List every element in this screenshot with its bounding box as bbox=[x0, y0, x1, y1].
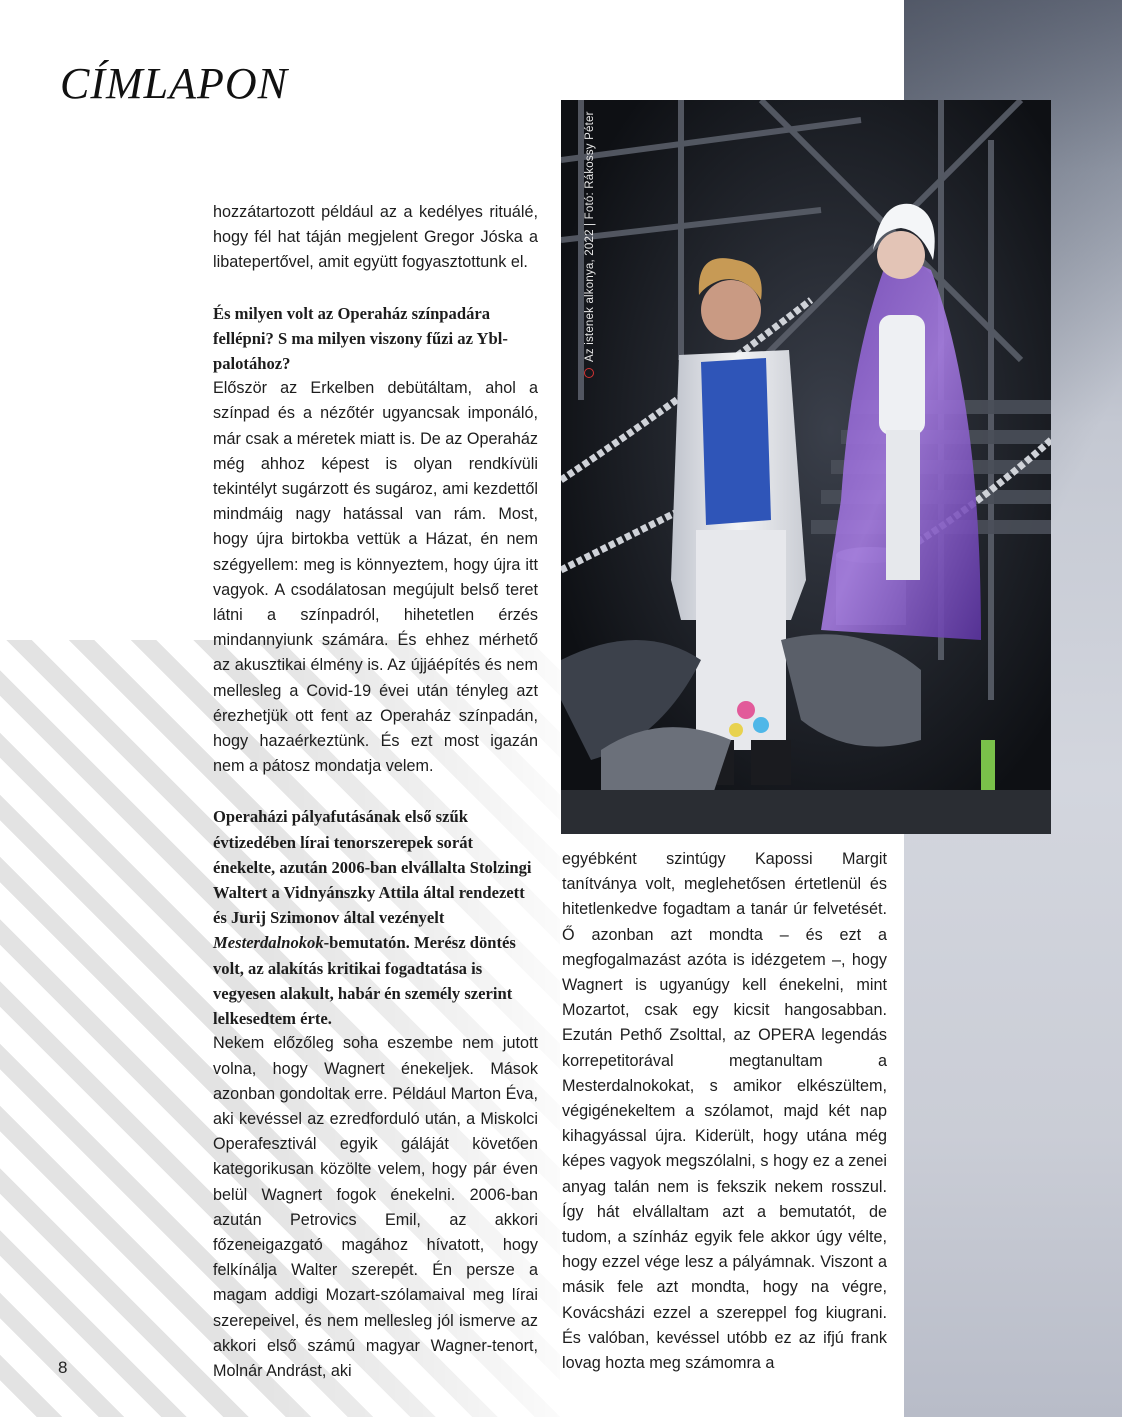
stage-photo bbox=[561, 100, 1051, 834]
intro-paragraph: hozzátartozott például az a kedélyes rituálé, hogy fél hat táján megjelent Gregor Jóska a libatepertővel, amit együtt fogyasztottunk el. bbox=[213, 203, 538, 272]
question-2 bbox=[213, 804, 538, 1031]
answer-1: Először az Erkelben debütáltam, ahol a színpad és a nézőtér ugyancsak imponáló, már csak a méretek miatt is. De az Operaház még ahhoz képest is olyan rendkívüli tekintélyt sugárzott és sugároz, ami kezdettől mindmáig nagy hatással van rám. Most, hogy újra birtokba vettük a Házat, én nem szégyellem: meg is könnyeztem, hogy újra itt vagyok. A csodálatosan megújult belső teret látni a színpadról, hihetetlen érzés mindannyiunk számára. És ehhez mérhető az akusztikai élmény is. Az újjáépítés és nem mellesleg a Covid-19 évei után tényleg azt érezhetjük ott fent az Operaház színpadán, hogy hazaérkeztünk. És ezt most igazán nem a pátosz mondatja velem. bbox=[213, 379, 538, 776]
photo-credit bbox=[584, 111, 596, 378]
section-title: CÍMLAPON bbox=[60, 59, 288, 108]
photo-credit-text: Az istenek alkonya, 2022 | Fotó: Rákossy Péter bbox=[584, 111, 596, 362]
right-column bbox=[562, 847, 887, 1376]
answer-2: Nekem előzőleg soha eszembe nem jutott volna, hogy Wagnert énekeljek. Mások azonban gondoltak erre. Például Marton Éva, aki kevéssel az ezredforduló után, a Miskolci Operafesztivál egyik gáláját követően kategorikusan közölte velem, hogy pár éven belül Wagnert fogok énekelni. 2006-ban azután Petrovics Emil, az akkori főzeneigazgató magához hívatott, hogy felkínálja Walter szerepét. Én persze a magam addigi Mozart-szólamaival meg lírai szerepeivel, és nem mellesleg jól ismerve az akkori első számú magyar Wagner-tenort, Molnár Andrást, aki bbox=[213, 1034, 538, 1380]
page-number: 8 bbox=[58, 1358, 68, 1377]
continued-answer: egyébként szintúgy Kapossi Margit tanítványa volt, meglehetősen értetlenül és hitetlenkedve fogadtam a tanár úr felvetését. Ő azonban azt mondta – és ezt a megfogalmazást azóta is idézgetem –, hogy Wagnert is ugyanúgy kell énekelni, mint Mozartot, csak egy kicsit hangosabban. Ezután Pethő Zsolttal, az OPERA legendás korrepetitorával megtanultam a Mesterdalnokokat, s amikor elkészültem, végigénekeltem a szólamot, majd két nap kihagyással újra. Kiderült, hogy utána még képes vagyok megszólalni, s hogy ez a zenei anyag talán nem is fekszik nekem rosszul. Így hát elvállaltam azt a bemutatót, de tudom, a színház egyik fele akkor úgy vélte, hogy ezzel vége lesz a pályámnak. Viszont a másik fele azt mondta, hogy na végre, Kovácsházi ezzel a szereppel fog kiugrani. És valóban, kevéssel utóbb ez az ifjú frank lovag hozta meg számomra a bbox=[562, 850, 887, 1373]
work-title: Mesterdalnokok bbox=[213, 933, 324, 953]
question-2-text-b: -bemutatón. Merész döntés volt, az alakítás kritikai fogadtatása is vegyesen alakult, habár én személy szerint lelkesedtem érte. bbox=[213, 933, 516, 1029]
question-2-text-a: Operaházi pályafutásának első szűk évtizedében lírai tenorszerepek sorát énekelte, azután 2006-ban elvállalta Stolzingi Waltert a Vidnyánszky Attila által rendezett és Jurij Szimonov által vezényelt bbox=[213, 807, 532, 928]
question-1: És milyen volt az Operaház színpadára fellépni? S ma milyen viszony fűzi az Ybl-palotához? bbox=[213, 303, 508, 374]
left-column bbox=[213, 200, 538, 1384]
camera-icon bbox=[584, 368, 594, 378]
